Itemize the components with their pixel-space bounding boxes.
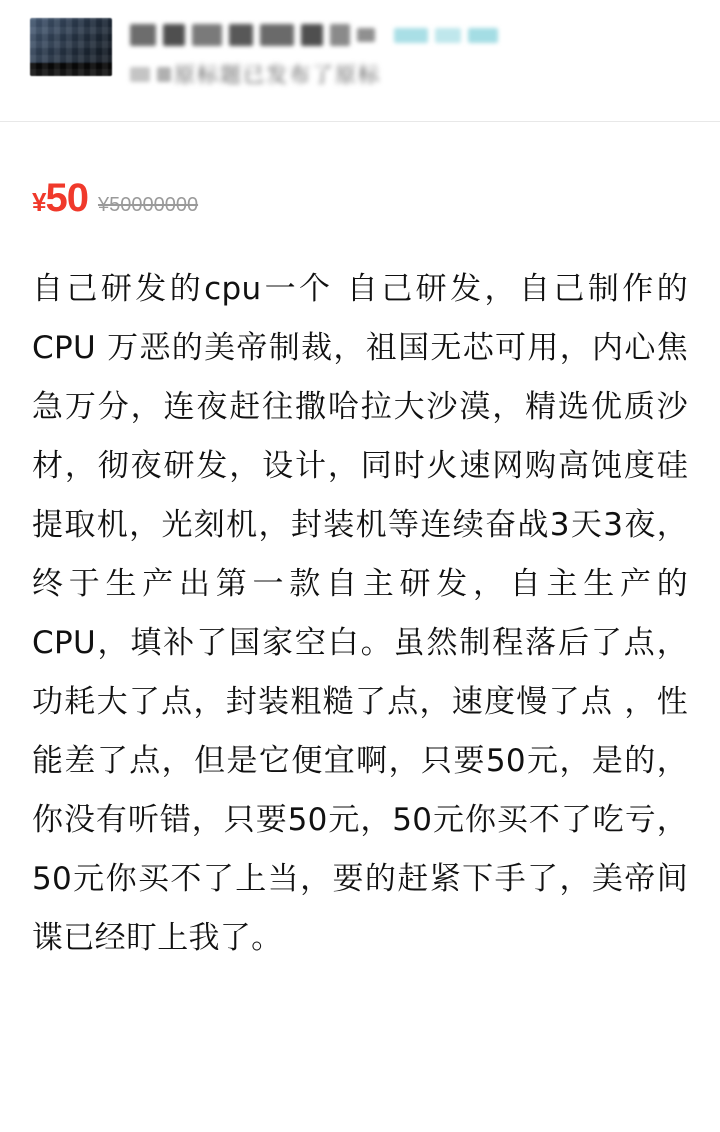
product-description: 自己研发的cpu一个 自己研发，自己制作的CPU 万恶的美帝制裁，祖国无芯可用，内心焦急万分，连夜赶往撒哈拉大沙漠，精选优质沙材，彻夜研发，设计，同时火速网购高饨度硅提取机，光刻机，封装机等连续奋战3天3夜，终于生产出第一款自主研发，自主生产的CPU，填补了国家空白。虽然制程落后了点，功耗大了点，封装粗糙了点，速度慢了点 ，性能差了点，但是它便宜啊，只要50元，是的，你没有听错，只要50元，50元你买不了吃亏，50元你买不了上当，要的赶紧下手了，美帝间谍已经盯上我了。 [32,271,688,956]
seller-subtitle-text: 原标题已发布了原标 [174,64,381,87]
redacted-block [330,24,350,46]
redacted-block [157,67,171,82]
price-value: 50 [45,176,88,220]
redacted-block [357,28,375,42]
seller-name-redacted [130,20,696,50]
original-price: ¥50000000 [97,194,199,216]
current-price [32,178,88,218]
redacted-link-block [435,28,461,43]
currency-symbol: ¥ [32,187,46,217]
redacted-link-block [468,28,498,43]
redacted-block [260,24,294,46]
redacted-block [163,24,185,46]
seller-header[interactable] [0,0,720,122]
redacted-block [229,24,253,46]
redacted-block [301,24,323,46]
avatar-bottom-bar [30,63,112,76]
redacted-block [130,67,150,82]
price-block [0,122,720,218]
seller-subtitle-redacted [130,60,696,88]
avatar[interactable] [30,18,112,76]
redacted-block [130,24,156,46]
redacted-link-block [394,28,428,43]
redacted-block [192,24,222,46]
seller-row [30,18,696,88]
seller-texts [130,18,696,88]
